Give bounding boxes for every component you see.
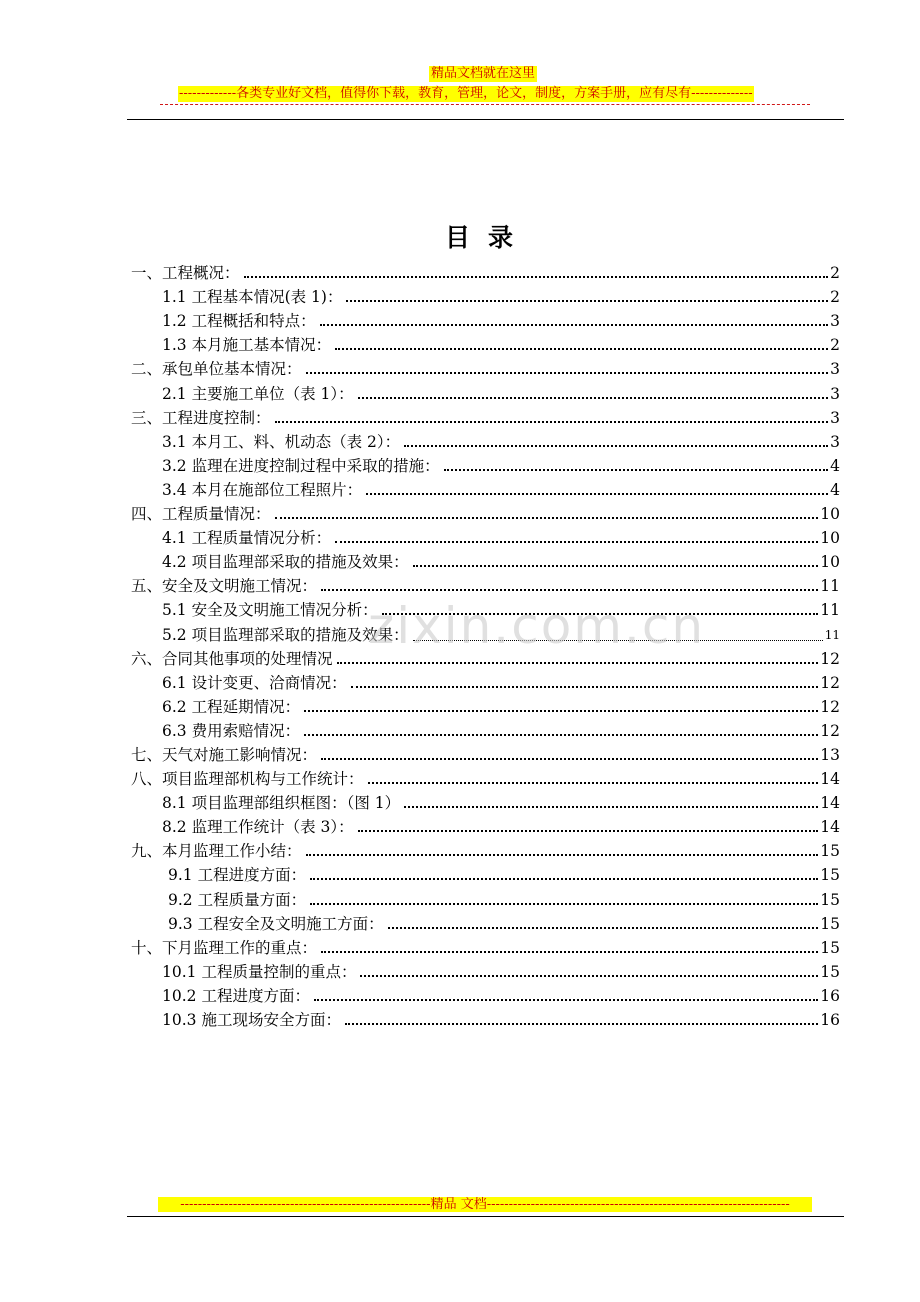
toc-entry-page: 11 (820, 577, 840, 596)
toc-entry-page: 3 (830, 312, 840, 331)
toc-entry[interactable] (131, 838, 840, 862)
header-dashed-divider (160, 104, 810, 113)
toc-entry[interactable] (131, 477, 840, 501)
toc-entry[interactable] (131, 284, 840, 308)
header-banner-slogan: -------------各类专业好文档，值得你下载，教育，管理，论文，制度，方案手册，应有尽有-------------- (179, 86, 753, 101)
toc-entry-label: 一、工程概况： (131, 264, 240, 283)
toc-dot-leader (404, 445, 828, 447)
toc-entry[interactable] (131, 718, 840, 742)
toc-entry-page: 15 (820, 866, 840, 885)
toc-entry-page: 2 (830, 288, 840, 307)
toc-entry-page: 15 (820, 914, 840, 933)
toc-dot-leader (368, 782, 819, 784)
toc-entry-page: 11 (824, 627, 840, 642)
footer-banner: ---------------------------------------------------------精品 文档--------------------------------------------------------------------- (158, 1197, 812, 1212)
toc-entry-label: 三、工程进度控制： (131, 408, 271, 427)
toc-entry-label: 1.2 工程概括和特点： (162, 312, 316, 331)
toc-dot-leader (275, 517, 819, 519)
toc-entry[interactable] (131, 308, 840, 332)
toc-entry-page: 2 (830, 264, 840, 283)
toc-entry-page: 15 (820, 842, 840, 861)
toc-dot-leader (304, 710, 818, 712)
toc-dot-leader (366, 493, 828, 495)
toc-entry-label: 10.2 工程进度方面： (162, 986, 310, 1005)
toc-dot-leader (358, 830, 819, 832)
toc-dot-leader (444, 469, 829, 471)
toc-entry-label: 5.2 项目监理部采取的措施及效果： (162, 625, 409, 644)
toc-entry-label: 八、项目监理部机构与工作统计： (131, 770, 364, 789)
toc-entry[interactable] (131, 405, 840, 429)
toc-entry[interactable] (131, 332, 840, 356)
toc-entry-page: 11 (820, 601, 840, 620)
toc-entry-label: 8.1 项目监理部组织框图：（图 1） (162, 794, 401, 813)
toc-entry-page: 16 (820, 986, 840, 1005)
toc-entry[interactable] (131, 742, 840, 766)
toc-dot-leader (358, 397, 829, 399)
toc-entry[interactable] (131, 525, 840, 549)
toc-entry-label: 2.1 主要施工单位（表 1）： (162, 384, 354, 403)
toc-entry-label: 六、合同其他事项的处理情况 (131, 649, 333, 668)
toc-entry-label: 9.1 工程进度方面： (168, 866, 307, 885)
toc-entry-page: 14 (820, 770, 840, 789)
page-title: 目录 (444, 223, 531, 252)
toc-entry-page: 16 (820, 1011, 840, 1029)
toc-entry-page: 3 (830, 384, 840, 403)
toc-entry-label: 6.1 设计变更、洽商情况： (162, 673, 347, 692)
header-banner-title: 精品文档就在这里 (431, 66, 536, 81)
toc-dot-leader (351, 686, 819, 688)
toc-entry-page: 14 (820, 818, 840, 837)
header-rule (127, 119, 844, 120)
toc-entry-page: 12 (820, 649, 840, 668)
toc-entry-page: 15 (820, 890, 840, 909)
toc-entry-label: 二、承包单位基本情况： (131, 360, 302, 379)
toc-dot-leader (321, 589, 818, 591)
toc-entry[interactable] (131, 862, 840, 886)
toc-entry[interactable] (131, 886, 840, 910)
toc-entry[interactable] (131, 356, 840, 380)
toc-dot-leader (413, 565, 819, 567)
toc-entry-page: 3 (830, 360, 840, 379)
toc-dot-leader (304, 734, 818, 736)
footer-rule (127, 1216, 844, 1217)
toc-dot-leader (321, 758, 818, 760)
toc-entry-label: 5.1 安全及文明施工情况分析： (162, 601, 378, 620)
toc-entry-page: 14 (820, 794, 840, 813)
toc-entry-label: 3.1 本月工、料、机动态（表 2）： (162, 432, 401, 451)
toc-entry-label: 8.2 监理工作统计（表 3）： (162, 818, 354, 837)
toc-dot-leader (275, 421, 829, 423)
toc-entry[interactable] (131, 766, 840, 790)
toc-entry-page: 3 (830, 432, 840, 451)
toc-dot-leader (346, 300, 828, 302)
toc-entry-page: 3 (830, 408, 840, 427)
toc-dot-leader (404, 806, 818, 808)
toc-entry-label: 四、工程质量情况： (131, 505, 271, 524)
toc-dot-leader (310, 903, 818, 905)
toc-dot-leader (306, 372, 829, 374)
toc-entry-label: 4.2 项目监理部采取的措施及效果： (162, 553, 409, 572)
toc-entry-page: 10 (820, 529, 840, 548)
toc-entry-page: 15 (820, 962, 840, 981)
toc-entry[interactable] (131, 959, 840, 983)
toc-entry[interactable] (131, 911, 840, 935)
toc-entry[interactable] (131, 260, 840, 284)
toc-dot-leader (360, 975, 818, 977)
toc-entry[interactable] (131, 501, 840, 525)
toc-entry[interactable] (131, 380, 840, 404)
toc-entry-label: 6.2 工程延期情况： (162, 697, 301, 716)
toc-dot-leader (320, 324, 829, 326)
toc-entry-page: 13 (820, 745, 840, 764)
toc-dot-leader (321, 951, 818, 953)
toc-entry-label: 1.3 本月施工基本情况： (162, 336, 332, 355)
toc-dot-leader (306, 854, 819, 856)
toc-entry-page: 12 (820, 673, 840, 692)
toc-entry-label: 10.3 施工现场安全方面： (162, 1011, 341, 1029)
toc-entry[interactable] (131, 429, 840, 453)
toc-entry-label: 10.1 工程质量控制的重点： (162, 962, 357, 981)
toc-entry-label: 9.2 工程质量方面： (168, 890, 307, 909)
toc-entry-page: 12 (820, 697, 840, 716)
toc-entry[interactable] (131, 573, 840, 597)
toc-entry[interactable] (131, 935, 840, 959)
toc-entry-page: 10 (820, 553, 840, 572)
toc-entry-label: 4.1 工程质量情况分析： (162, 529, 332, 548)
toc-entry-label: 五、安全及文明施工情况： (131, 577, 318, 596)
toc-entry-page: 12 (820, 721, 840, 740)
toc-entry-page: 4 (830, 456, 840, 475)
toc-entry[interactable] (131, 790, 840, 814)
toc-dot-leader (310, 878, 818, 880)
toc-entry-label: 九、本月监理工作小结： (131, 842, 302, 861)
toc-dot-leader (335, 348, 828, 350)
toc-entry-label: 6.3 费用索赔情况： (162, 721, 301, 740)
toc-entry[interactable] (131, 814, 840, 838)
toc-dot-leader (335, 541, 818, 543)
toc-entry-label: 十、下月监理工作的重点： (131, 938, 318, 957)
toc-dot-leader (244, 276, 829, 278)
toc-entry-label: 七、天气对施工影响情况： (131, 745, 318, 764)
toc-entry[interactable] (131, 1007, 840, 1031)
toc-entry[interactable] (131, 694, 840, 718)
toc-dot-leader (314, 999, 818, 1001)
toc-entry-page: 15 (820, 938, 840, 957)
toc-entry[interactable] (131, 549, 840, 573)
watermark: zixin.com.cn (368, 597, 706, 655)
toc-entry[interactable] (131, 453, 840, 477)
toc-dot-leader (388, 927, 819, 929)
toc-entry-label: 3.2 监理在进度控制过程中采取的措施： (162, 456, 440, 475)
toc-entry-page: 4 (830, 480, 840, 499)
toc-entry-page: 2 (830, 336, 840, 355)
toc-entry[interactable] (131, 670, 840, 694)
toc-dot-leader (337, 662, 819, 664)
toc-entry-label: 9.3 工程安全及文明施工方面： (168, 914, 384, 933)
toc-entry-label: 1.1 工程基本情况(表 1)： (162, 288, 343, 307)
toc-entry[interactable] (131, 983, 840, 1007)
toc-entry-page: 10 (820, 505, 840, 524)
toc-dot-leader (345, 1023, 818, 1025)
toc-entry-label: 3.4 本月在施部位工程照片： (162, 480, 363, 499)
